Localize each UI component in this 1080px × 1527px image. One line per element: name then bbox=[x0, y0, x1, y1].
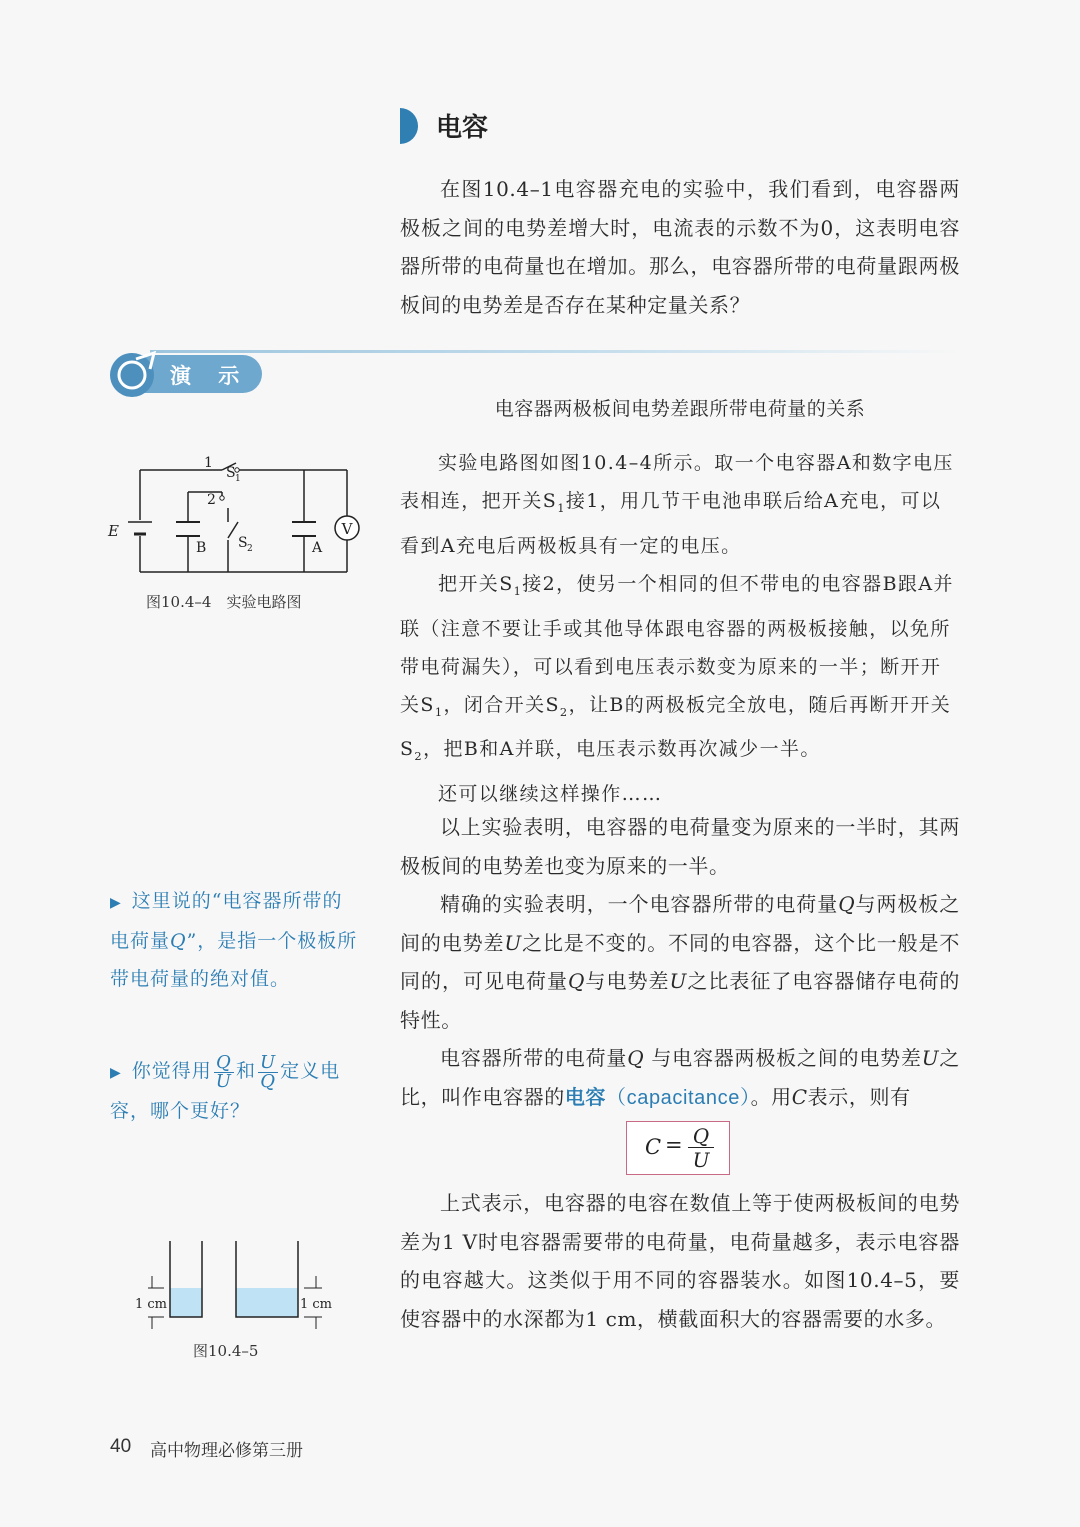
formula-denominator: U bbox=[692, 1148, 710, 1172]
section-title: 电容 bbox=[436, 113, 489, 143]
formula-lhs: C bbox=[645, 1135, 662, 1159]
experiment-p3: 还可以继续这样操作…… bbox=[438, 783, 663, 806]
water-figure-caption: 图10.4–5 bbox=[193, 1342, 259, 1360]
switch-s1-sub: 1 bbox=[235, 474, 241, 484]
formula-equals: = bbox=[665, 1133, 683, 1157]
formula-numerator: Q bbox=[688, 1125, 714, 1148]
experiment-text bbox=[400, 444, 960, 813]
intro-text: 在图10.4–1电容器充电的实验中，我们看到，电容器两极板之间的电势差增大时，电流表的示数不为0，这表明电容器所带的电荷量也在增加。那么，电容器所带的电荷量跟两极板间的电势差是否存在某种定量关系？ bbox=[400, 177, 960, 317]
water-depth-label-right: 1 cm bbox=[300, 1297, 333, 1312]
body-p4: 上式表示，电容器的电容在数值上等于使两极板间的电势差为1 V时电容器需要带的电荷量，电荷量越多，表示电容器的电容越大。这类似于用不同的容器装水。如图10.4–5，要使容器中的水深都为1 cm，横截面积大的容器需要的水多。 bbox=[400, 1191, 960, 1331]
water-containers-figure bbox=[130, 1236, 340, 1332]
experiment-title: 电容器两极板间电势差跟所带电荷量的关系 bbox=[494, 398, 866, 420]
triangle-bullet-icon: ▶ bbox=[110, 1065, 122, 1081]
capacitor-b-label: B bbox=[196, 540, 207, 556]
body-text bbox=[400, 808, 960, 1117]
contact-2-label: 2 bbox=[207, 492, 216, 508]
side-note-1: ▶ 这里说的“电容器所带的电荷量Q”，是指一个极板所带电荷量的绝对值。 bbox=[110, 890, 358, 990]
circuit-caption: 图10.4–4 实验电路图 bbox=[146, 593, 302, 611]
demo-label: 演 示 bbox=[170, 364, 250, 388]
switch-s1-label: S bbox=[226, 465, 236, 481]
body-p2: 精确的实验表明，一个电容器所带的电荷量Q与两极板之间的电势差U之比是不变的。不同的电容器，这个比一般是不同的，可见电荷量Q与电势差U之比表征了电容器储存电荷的特性。 bbox=[400, 892, 961, 1032]
experiment-p1: 实验电路图如图10.4–4所示。取一个电容器A和数字电压表相连，把开关$S_1$接1，用几节干电池串联后给A充电，可以看到A充电后两极板具有一定的电压。 bbox=[400, 452, 954, 557]
switch-s2-sub: 2 bbox=[247, 544, 253, 554]
fraction-u-over-q: $\frac{U}{Q}$ bbox=[259, 1051, 277, 1092]
switch-s2-label: S bbox=[238, 535, 248, 551]
water-depth-label-left: 1 cm bbox=[135, 1297, 168, 1312]
triangle-bullet-icon: ▶ bbox=[110, 895, 122, 911]
contact-1-label: 1 bbox=[204, 455, 213, 471]
body-p4-block bbox=[400, 1184, 960, 1338]
body-p1: 以上实验表明，电容器的电荷量变为原来的一半时，其两极板间的电势差也变为原来的一半。 bbox=[400, 815, 960, 878]
demo-divider bbox=[150, 350, 960, 353]
book-title: 高中物理必修第三册 bbox=[150, 1441, 303, 1461]
section-marker bbox=[400, 108, 418, 144]
intro-paragraph bbox=[400, 170, 960, 324]
term-capacitance: 电容 bbox=[564, 1084, 607, 1109]
circuit-diagram bbox=[100, 450, 380, 585]
formula-fraction bbox=[688, 1125, 714, 1172]
voltmeter-label: V bbox=[341, 520, 353, 538]
capacitor-a-label: A bbox=[312, 540, 323, 556]
body-p3: 电容器所带的电荷量Q 与电容器两极板之间的电势差U之比，叫作电容器的电容（capacitance）。用C表示，则有 bbox=[400, 1046, 960, 1109]
demo-icon bbox=[106, 349, 164, 399]
term-capacitance-en: （capacitance） bbox=[606, 1086, 751, 1109]
battery-label: E bbox=[108, 522, 119, 540]
page-number: 40 bbox=[110, 1436, 132, 1457]
experiment-p2: 把开关$S_1$接2，使另一个相同的但不带电的电容器B跟A并联（注意不要让手或其他导体跟电容器的两极板接触，以免所带电荷漏失），可以看到电压表示数变为原来的一半；断开开关$S_1$，闭合开关$S_2$，让B的两极板完全放电，随后再断开开关$S_2$，把B和A并联，电压表示数再次减少一半。 bbox=[400, 572, 954, 764]
fraction-q-over-u: $\frac{Q}{U}$ bbox=[215, 1051, 232, 1092]
side-note-2: ▶ 你觉得用 $\frac{Q}{U}$ 和 $\frac{U}{Q}$ 定义电容，哪个更好？ bbox=[110, 1051, 341, 1122]
